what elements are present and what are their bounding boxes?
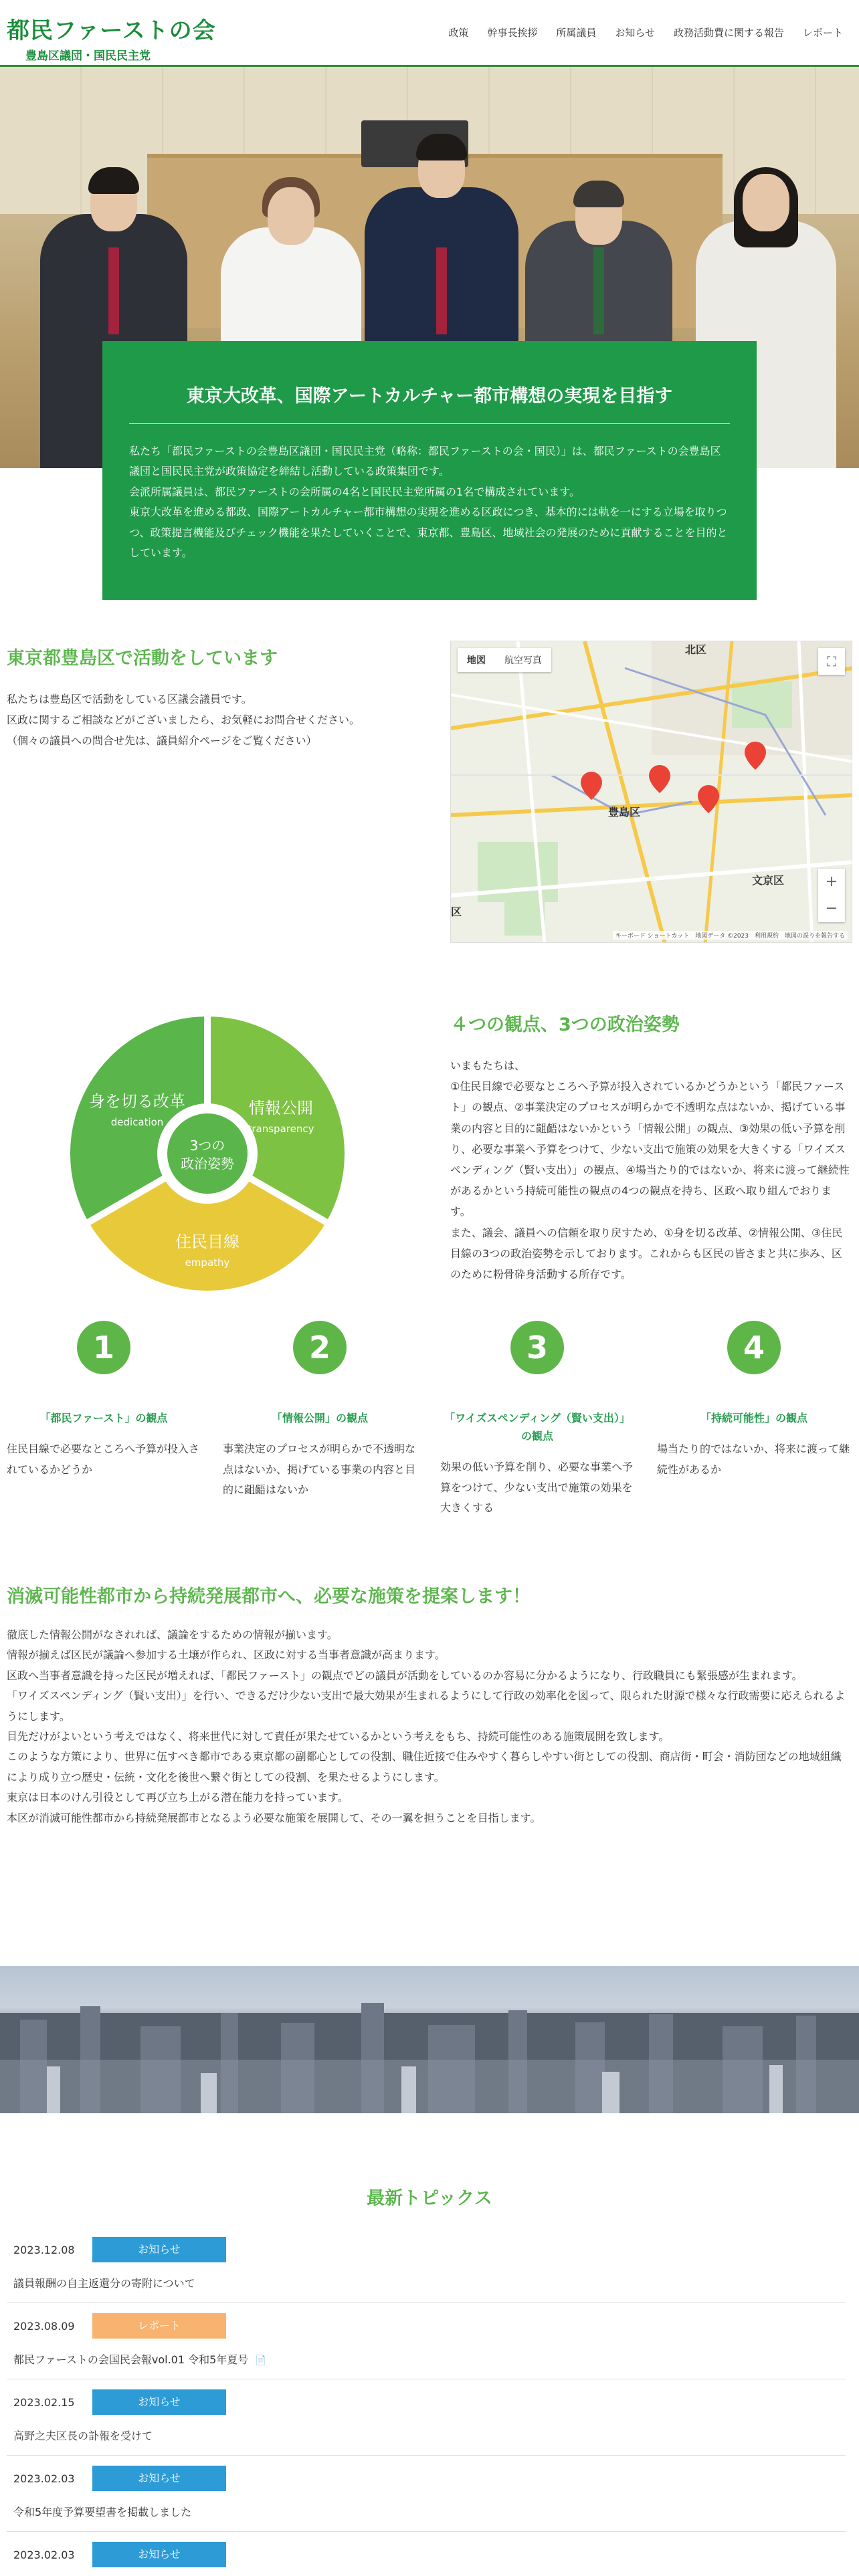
logo-sub-text: 豊島区議団・国民民主党 bbox=[25, 49, 151, 63]
area-body: 私たちは豊島区で活動をしている区議会議員です。 区政に関するご相談などがございましたら、お気軽にお問合せください。 （個々の議員への問合せ先は、議員紹介ページをご覧ください） bbox=[7, 693, 361, 748]
map-label-ku: 区 bbox=[451, 905, 462, 918]
viewpoint-title: 「持続可能性」の観点 bbox=[700, 1412, 807, 1424]
viewpoint-desc: 住民目線で必要なところへ予算が投入されているかどうか bbox=[7, 1442, 200, 1476]
nav-policy[interactable]: 政策 bbox=[448, 27, 469, 39]
topics-list bbox=[7, 2227, 846, 2576]
three-stance-diagram bbox=[60, 1006, 355, 1301]
topic-category-badge[interactable]: お知らせ bbox=[92, 2466, 226, 2491]
topic-category-badge[interactable]: お知らせ bbox=[92, 2542, 226, 2567]
map-type-tabs bbox=[458, 648, 551, 672]
topic-date: 2023.02.03 bbox=[13, 2548, 75, 2561]
pie-label-transparency: 情報公開 bbox=[249, 1099, 313, 1117]
site-header bbox=[0, 0, 859, 67]
proposal-body: 徹底した情報公開がなされれば、議論をするための情報が揃います。 情報が揃えば区民が議論へ参加する土壌が作られ、区政に対する当事者意識が高まります。 区政へ当事者意識を持った区民が増えれば、「都民ファースト」の観点でどの議員が活動をしているのか容易に分かるようになり、行政職員にも緊張感が生まれます。 「ワイズスペンディング（賢い支出）」を行い、できるだけ少ない支出で最大効果が生まれるようにして行政の効率化を図って、限られた財源で様々な行政需要に応えられるようにします。 目先だけがよいという考えではなく、将来世代に対して責任が果たせているかという考えをもち、持続可能性のある施策展開を致します。 このような方策により、世界に伍すべき都市である東京都の副都心としての役割、職住近接で住みやすく暮らしやすい街としての役割、商店街・町会・消防団などの地域組織により成り立つ歴史・伝統・文化を後世へ繋ぐ街としての役割、を果たせるようにします。 東京は日本のけん引役として再び立ち上がる潜在能力を持っています。 本区が消滅可能性都市から持続発展都市となるよう必要な施策を展開して、その一翼を担うことを目指します。 bbox=[7, 1628, 846, 1824]
viewpoint-desc: 事業決定のプロセスが明らかで不透明な点はないか、掲げている事業の内容と目的に齟齬はないか bbox=[223, 1442, 416, 1496]
zoom-in-button[interactable]: + bbox=[825, 873, 838, 890]
topic-title[interactable]: 議員報酬の自主返還分の寄附について bbox=[13, 2277, 195, 2290]
pie-label-empathy: 住民目線 bbox=[175, 1232, 240, 1251]
topic-item[interactable] bbox=[7, 2303, 846, 2379]
viewpoint-2 bbox=[223, 1321, 417, 1500]
area-title: 東京都豊島区で活動をしています bbox=[7, 648, 278, 669]
map-tab-map[interactable]: 地図 bbox=[467, 655, 486, 666]
map-label-bunkyo: 文京区 bbox=[752, 874, 785, 887]
topic-category-badge[interactable]: レポート bbox=[92, 2313, 226, 2339]
fullscreen-icon[interactable]: ⛶ bbox=[818, 648, 845, 675]
viewpoint-desc: 場当たり的ではないか、将来に渡って継続性があるか bbox=[657, 1442, 850, 1476]
pie-label-dedication: 身を切る改革 bbox=[89, 1092, 185, 1111]
topic-title[interactable]: 令和5年度予算要望書を掲載しました bbox=[13, 2506, 192, 2518]
site-logo[interactable] bbox=[7, 12, 216, 63]
map-label-toshima: 豊島区 bbox=[608, 806, 641, 819]
viewpoint-number: 1 bbox=[77, 1321, 130, 1374]
pie-center-line1: 3つの bbox=[189, 1138, 225, 1154]
viewpoint-1 bbox=[7, 1321, 201, 1480]
pie-sub-transparency: transparency bbox=[248, 1123, 314, 1135]
skyline-drawing bbox=[0, 1966, 859, 2113]
topic-title[interactable]: 高野之夫区長の訃報を受けて bbox=[13, 2430, 153, 2442]
viewpoint-number: 4 bbox=[727, 1321, 781, 1374]
pie-sub-dedication: dedication bbox=[110, 1116, 164, 1128]
topic-title-text[interactable]: 都民ファーストの会国民会報vol.01 令和5年夏号 bbox=[13, 2353, 249, 2366]
google-map[interactable] bbox=[450, 641, 852, 943]
viewpoint-number: 3 bbox=[510, 1321, 564, 1374]
intro-box bbox=[102, 341, 757, 600]
intro-title: 東京大改革、国際アートカルチャー都市構想の実現を目指す bbox=[186, 386, 673, 407]
intro-body: 私たち「都民ファーストの会豊島区議団・国民民主党（略称：都民ファーストの会・国民）」は、都民ファーストの会豊島区議団と国民民主党が政策協定を締結し活動している政策集団です。 会派所属議員は、都民ファーストの会所属の4名と国民民主党所属の1名で構成されています。 東京大改革を進める都政、国際アートカルチャー都市構想の実現を進める区政につき、基本的には軌を一にする立場を取りつつ、政策提言機能及びチェック機能を果たしていくことで、東京都、豊島区、地域社会の発展のために貢献することを目的としています。 bbox=[129, 445, 728, 559]
viewpoint-4 bbox=[657, 1321, 851, 1480]
intro-divider bbox=[129, 423, 730, 424]
pie-center-line2: 政治姿勢 bbox=[181, 1156, 234, 1172]
map-roads bbox=[451, 641, 852, 943]
map-attribution[interactable]: キーボード ショートカット 地図データ ©2023 利用規約 地図の誤りを報告する bbox=[613, 931, 848, 940]
pie-sub-empathy: empathy bbox=[185, 1257, 230, 1269]
topic-title[interactable] bbox=[7, 2351, 846, 2367]
topic-date: 2023.02.03 bbox=[13, 2472, 75, 2485]
topic-date: 2023.08.09 bbox=[13, 2319, 75, 2333]
viewpoint-3 bbox=[440, 1321, 634, 1519]
logo-main-text: 都民ファーストの会 bbox=[7, 17, 216, 44]
viewpoint-number: 2 bbox=[293, 1321, 347, 1374]
stance-body: いまもたちは、 ①住民目線で必要なところへ予算が投入されているかどうかという「都民ファースト」の観点、②事業決定のプロセスが明らかで不透明な点はないか、掲げている事業の内容と目的に齟齬はないかという「情報公開」の観点、③効果の低い予算を削り、必要な事業へ予算をつけて、少ない支出で施策の効果を大きくする「ワイズスペンディング（賢い支出）」の観点、④場当たり的ではないか、将来に渡って継続性があるかという持続可能性の観点の4つの観点を持ち、区政へ取り組んでおります。 また、議会、議員への信頼を取り戻すため、①身を切る改革、②情報公開、③住民目線の3つの政治姿勢を示しております。これからも区民の皆さまと共に歩み、区のために粉骨砕身活動する所存です。 bbox=[450, 1059, 850, 1281]
viewpoint-title: 「都民ファースト」の観点 bbox=[39, 1412, 168, 1424]
map-label-kita: 北区 bbox=[685, 643, 707, 656]
topic-category-badge[interactable]: お知らせ bbox=[92, 2389, 226, 2415]
map-zoom-control bbox=[818, 869, 845, 922]
stance-title: ４つの観点、3つの政治姿勢 bbox=[450, 1014, 680, 1035]
nav-greeting[interactable]: 幹事長挨拶 bbox=[487, 27, 538, 39]
topic-item[interactable] bbox=[7, 2456, 846, 2532]
viewpoint-desc: 効果の低い予算を削り、必要な事業へ予算をつけて、少ない支出で施策の効果を大きくする bbox=[440, 1461, 634, 1515]
pdf-icon: 📄 bbox=[255, 2355, 267, 2366]
topic-category-badge[interactable]: お知らせ bbox=[92, 2237, 226, 2262]
map-tab-satellite[interactable]: 航空写真 bbox=[504, 655, 542, 666]
topic-item[interactable] bbox=[7, 2532, 846, 2576]
nav-reports[interactable]: レポート bbox=[802, 27, 843, 39]
main-nav bbox=[439, 25, 852, 39]
city-skyline-photo bbox=[0, 1966, 859, 2113]
viewpoint-title: 「情報公開」の観点 bbox=[271, 1412, 368, 1424]
topic-date: 2023.12.08 bbox=[13, 2243, 75, 2256]
nav-news[interactable]: お知らせ bbox=[615, 27, 655, 39]
topic-item[interactable] bbox=[7, 2227, 846, 2303]
zoom-out-button[interactable]: − bbox=[825, 900, 838, 917]
proposal-title: 消滅可能性都市から持続発展都市へ、必要な施策を提案します！ bbox=[7, 1586, 531, 1607]
topics-title: 最新トピックス bbox=[367, 2188, 492, 2209]
topic-date: 2023.02.15 bbox=[13, 2395, 75, 2409]
topic-item[interactable] bbox=[7, 2379, 846, 2456]
nav-expense-report[interactable]: 政務活動費に関する報告 bbox=[673, 27, 784, 39]
viewpoint-title: 「ワイズスペンディング（賢い支出）」の観点 bbox=[444, 1412, 630, 1443]
nav-members[interactable]: 所属議員 bbox=[556, 27, 597, 39]
